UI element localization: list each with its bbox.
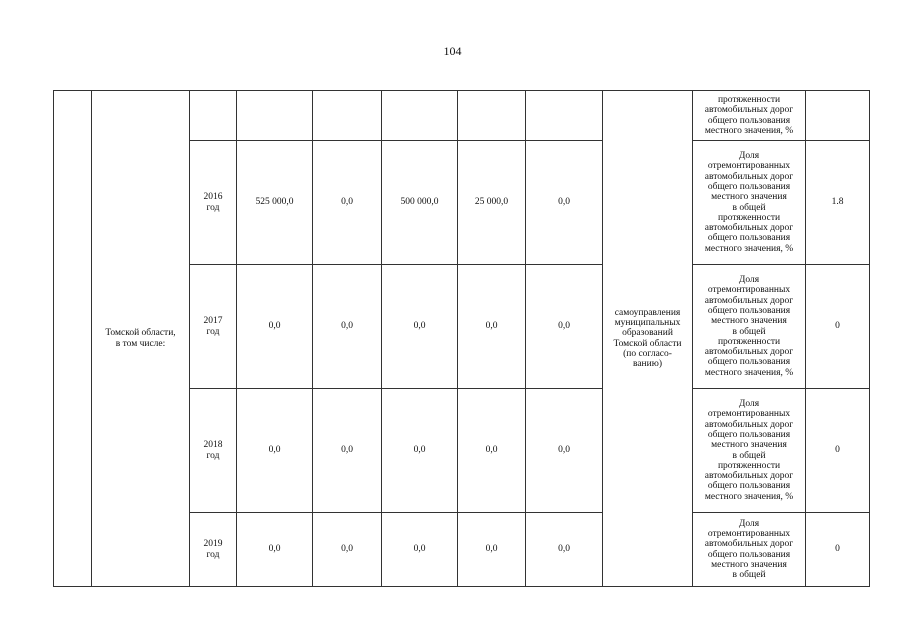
indicator-cell: Доля отремонтированных автомобильных дорог общего пользования местного значения в общей протяженности автомобильных дорог общего пользования местного значения, % — [693, 389, 806, 513]
value-cell-regional: 0,0 — [382, 389, 458, 513]
value-cell-top-5 — [526, 91, 603, 141]
value-cell-local: 0,0 — [458, 513, 526, 587]
value-cell-regional: 0,0 — [382, 513, 458, 587]
year-cell: 2018 год — [190, 389, 237, 513]
program-table — [53, 90, 870, 587]
page-number: 104 — [443, 44, 462, 58]
year-cell: 2016 год — [190, 141, 237, 265]
value-cell-federal: 0,0 — [313, 141, 382, 265]
value-cell-total: 0,0 — [237, 265, 313, 389]
value-cell-top-2 — [313, 91, 382, 141]
value-cell-local: 0,0 — [458, 389, 526, 513]
target-value-cell: 0 — [806, 513, 870, 587]
value-cell-other: 0,0 — [526, 389, 603, 513]
value-cell-top-1 — [237, 91, 313, 141]
number-cell — [54, 91, 92, 587]
value-cell-federal: 0,0 — [313, 265, 382, 389]
target-value-cell: 1.8 — [806, 141, 870, 265]
indicator-cell: Доля отремонтированных автомобильных дорог общего пользования местного значения в общей — [693, 513, 806, 587]
indicator-cell: Доля отремонтированных автомобильных дорог общего пользования местного значения в общей протяженности автомобильных дорог общего пользования местного значения, % — [693, 265, 806, 389]
target-cell-top — [806, 91, 870, 141]
value-cell-other: 0,0 — [526, 141, 603, 265]
indicator-cell: Доля отремонтированных автомобильных дорог общего пользования местного значения в общей протяженности автомобильных дорог общего пользования местного значения, % — [693, 141, 806, 265]
year-cell: 2017 год — [190, 265, 237, 389]
indicator-cell-top: протяженности автомобильных дорог общего пользования местного значения, % — [693, 91, 806, 141]
target-value-cell: 0 — [806, 389, 870, 513]
value-cell-local: 25 000,0 — [458, 141, 526, 265]
value-cell-federal: 0,0 — [313, 513, 382, 587]
year-cell-top — [190, 91, 237, 141]
region-label-cell: Томской области, в том числе: — [92, 91, 190, 587]
implementer-cell: самоуправления муниципальных образований Томской области (по согласо- ванию) — [603, 91, 693, 587]
table-row-header-part — [54, 91, 870, 141]
value-cell-total: 0,0 — [237, 513, 313, 587]
target-value-cell: 0 — [806, 265, 870, 389]
value-cell-regional: 0,0 — [382, 265, 458, 389]
value-cell-other: 0,0 — [526, 265, 603, 389]
value-cell-top-4 — [458, 91, 526, 141]
year-cell: 2019 год — [190, 513, 237, 587]
value-cell-total: 525 000,0 — [237, 141, 313, 265]
value-cell-regional: 500 000,0 — [382, 141, 458, 265]
value-cell-other: 0,0 — [526, 513, 603, 587]
value-cell-top-3 — [382, 91, 458, 141]
value-cell-total: 0,0 — [237, 389, 313, 513]
value-cell-federal: 0,0 — [313, 389, 382, 513]
value-cell-local: 0,0 — [458, 265, 526, 389]
